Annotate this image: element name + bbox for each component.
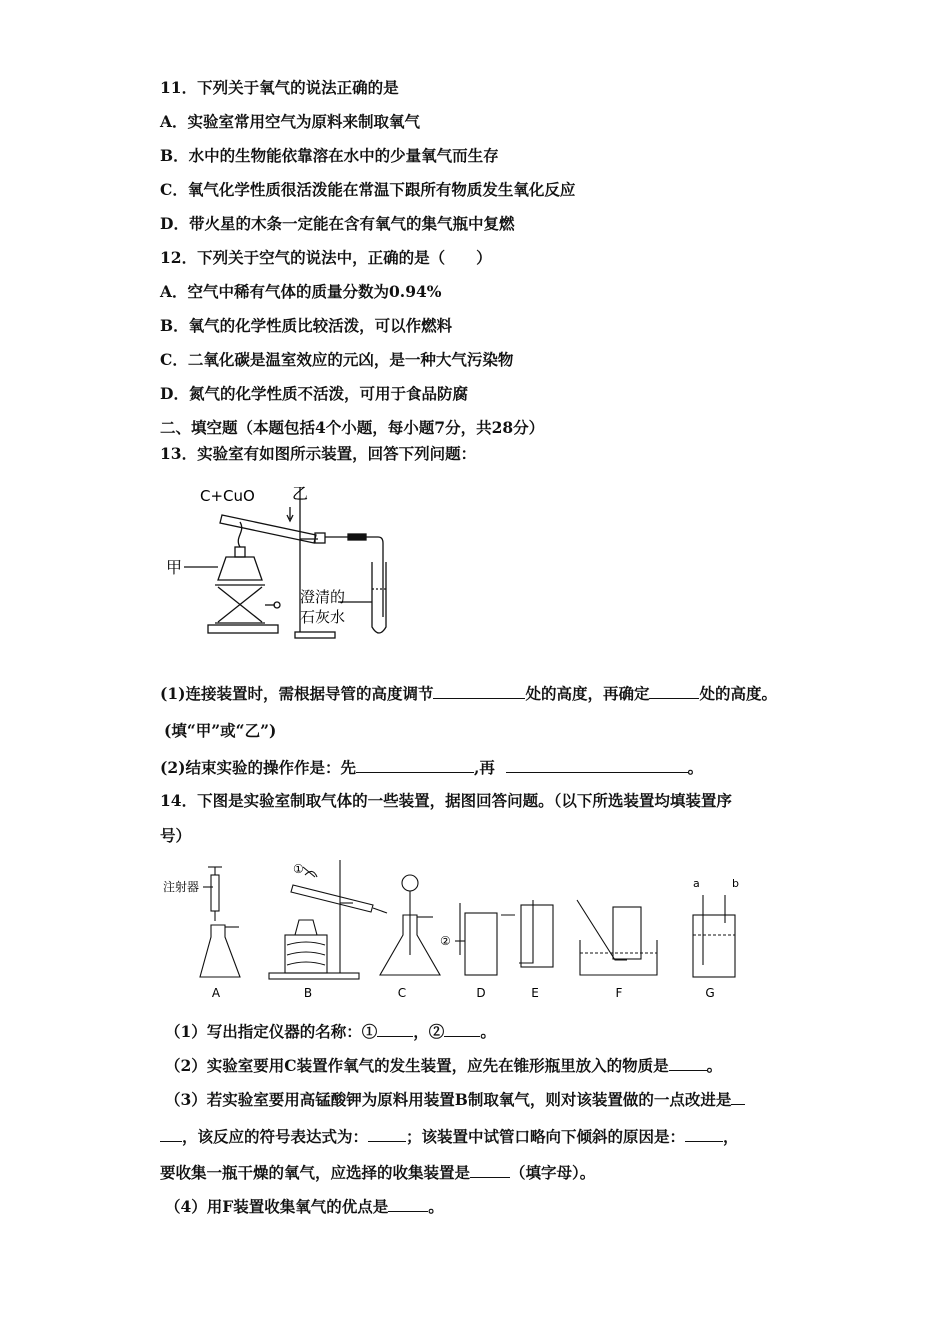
q13-blank-2[interactable]: [649, 683, 699, 699]
q13-apparatus-figure: [160, 477, 400, 652]
q12-option-d: D．氮气的化学性质不活泼，可用于食品防腐: [160, 384, 468, 403]
q13-limewater-label-2: 石灰水: [300, 608, 346, 626]
q11-option-c: C．氧气化学性质很活泼能在常温下跟所有物质发生氧化反应: [160, 180, 576, 199]
q14-part4-text-b: 。: [428, 1197, 444, 1216]
q14-part2-text-b: 。: [706, 1056, 723, 1075]
q14-label-d: D: [476, 986, 486, 1000]
q14-part3-line2: [160, 1126, 739, 1147]
q14-part4-text-a: （4）用F装置收集氧气的优点是: [165, 1197, 389, 1216]
q14-part3-text-b: ，该反应的符号表达式为：: [182, 1127, 369, 1146]
q14-label-b: B: [303, 986, 313, 1000]
q13-part1-note: (填“甲”或“乙”): [164, 721, 277, 740]
q14-gas-a-label: a: [693, 877, 700, 890]
q13-blank-3[interactable]: [356, 757, 474, 773]
q14-part3-text-f: （填字母）。: [510, 1163, 596, 1182]
q14-part1: [165, 1021, 496, 1042]
q14-label-e: E: [531, 986, 539, 1000]
q12-stem: 12．下列关于空气的说法中，正确的是（ ）: [160, 248, 492, 267]
q11-option-a: A．实验室常用空气为原料来制取氧气: [160, 112, 421, 131]
q14-part3-line3: [160, 1162, 595, 1183]
q13-part1-text-c: 处的高度。: [699, 684, 777, 703]
q14-label-f: F: [615, 986, 623, 1000]
q14-blank-4b[interactable]: [160, 1126, 182, 1142]
q14-stem-line1: 14．下图是实验室制取气体的一些装置，据图回答问题。（以下所选装置均填装置序: [160, 791, 732, 810]
q14-blank-7[interactable]: [470, 1162, 510, 1178]
q14-part2-text-a: （2）实验室要用C装置作氧气的发生装置，应先在锥形瓶里放入的物质是: [165, 1056, 669, 1075]
q11-option-b: B．水中的生物能依靠溶在水中的少量氧气而生存: [160, 146, 499, 165]
q14-part3-text-c: ；该装置中试管口略向下倾斜的原因是：: [406, 1127, 686, 1146]
q14-blank-1[interactable]: [377, 1021, 413, 1037]
q13-label-yi: 乙: [292, 484, 309, 503]
q13-part2-text-b: ,再: [473, 758, 495, 777]
q13-part1-text-b: 处的高度，再确定: [525, 684, 650, 703]
q14-label-g: G: [705, 986, 715, 1000]
q14-blank-6[interactable]: [685, 1126, 723, 1142]
q12-option-b: B．氧气的化学性质比较活泼，可以作燃料: [160, 316, 453, 335]
q13-part1: [160, 683, 777, 704]
q14-apparatus-figure: [155, 855, 755, 1005]
q14-blank-4a[interactable]: [731, 1089, 745, 1105]
q14-blank-8[interactable]: [388, 1196, 428, 1212]
q12-option-a: A．空气中稀有气体的质量分数为0.94%: [160, 282, 442, 301]
q13-limewater-label-1: 澄清的: [300, 588, 346, 606]
q14-gas-b-label: b: [732, 877, 739, 890]
q14-blank-2[interactable]: [444, 1021, 480, 1037]
q11-option-d: D．带火星的木条一定能在含有氧气的集气瓶中复燃: [160, 214, 515, 233]
q14-part1-text-a: （1）写出指定仪器的名称：①: [165, 1022, 378, 1041]
q14-part3-text-a: （3）若实验室要用高锰酸钾为原料用装置B制取氧气，则对该装置做的一点改进是: [165, 1090, 732, 1109]
section-heading: 二、填空题（本题包括4个小题，每小题7分，共28分）: [160, 418, 545, 437]
q14-part4: [165, 1196, 444, 1217]
q14-blank-5[interactable]: [368, 1126, 406, 1142]
q14-part2: [165, 1055, 722, 1076]
q14-part3-line1: [165, 1089, 745, 1110]
q13-blank-1[interactable]: [433, 683, 525, 699]
q14-stem-line2: 号）: [160, 826, 192, 845]
q14-part1-text-c: 。: [480, 1022, 496, 1041]
q13-part2-text-a: (2)结束实验的操作作是：先: [160, 758, 356, 777]
q11-stem: 11．下列关于氧气的说法正确的是: [160, 78, 399, 97]
q13-stem: 13．实验室有如图所示装置，回答下列问题：: [160, 444, 477, 463]
q14-part1-text-b: ，②: [413, 1022, 445, 1041]
q14-part3-text-e: 要收集一瓶干燥的氧气，应选择的收集装置是: [160, 1163, 471, 1182]
q13-reactant-label: C+CuO: [200, 487, 255, 505]
q14-syringe-label: 注射器: [163, 880, 200, 894]
q14-blank-3[interactable]: [669, 1055, 707, 1071]
q13-part1-text-a: (1)连接装置时，需根据导管的高度调节: [160, 684, 434, 703]
q14-label-a: A: [211, 986, 221, 1000]
q13-part2: [160, 757, 703, 778]
q13-blank-4[interactable]: [506, 757, 688, 773]
q14-part3-text-d: ，: [723, 1127, 739, 1146]
q14-circle-2: ②: [440, 934, 451, 948]
q12-option-c: C．二氧化碳是温室效应的元凶，是一种大气污染物: [160, 350, 514, 369]
q13-part2-text-c: 。: [687, 758, 704, 777]
q13-label-jia: 甲: [166, 558, 183, 577]
q14-label-c: C: [397, 986, 407, 1000]
q14-circle-1: ①: [293, 862, 304, 876]
